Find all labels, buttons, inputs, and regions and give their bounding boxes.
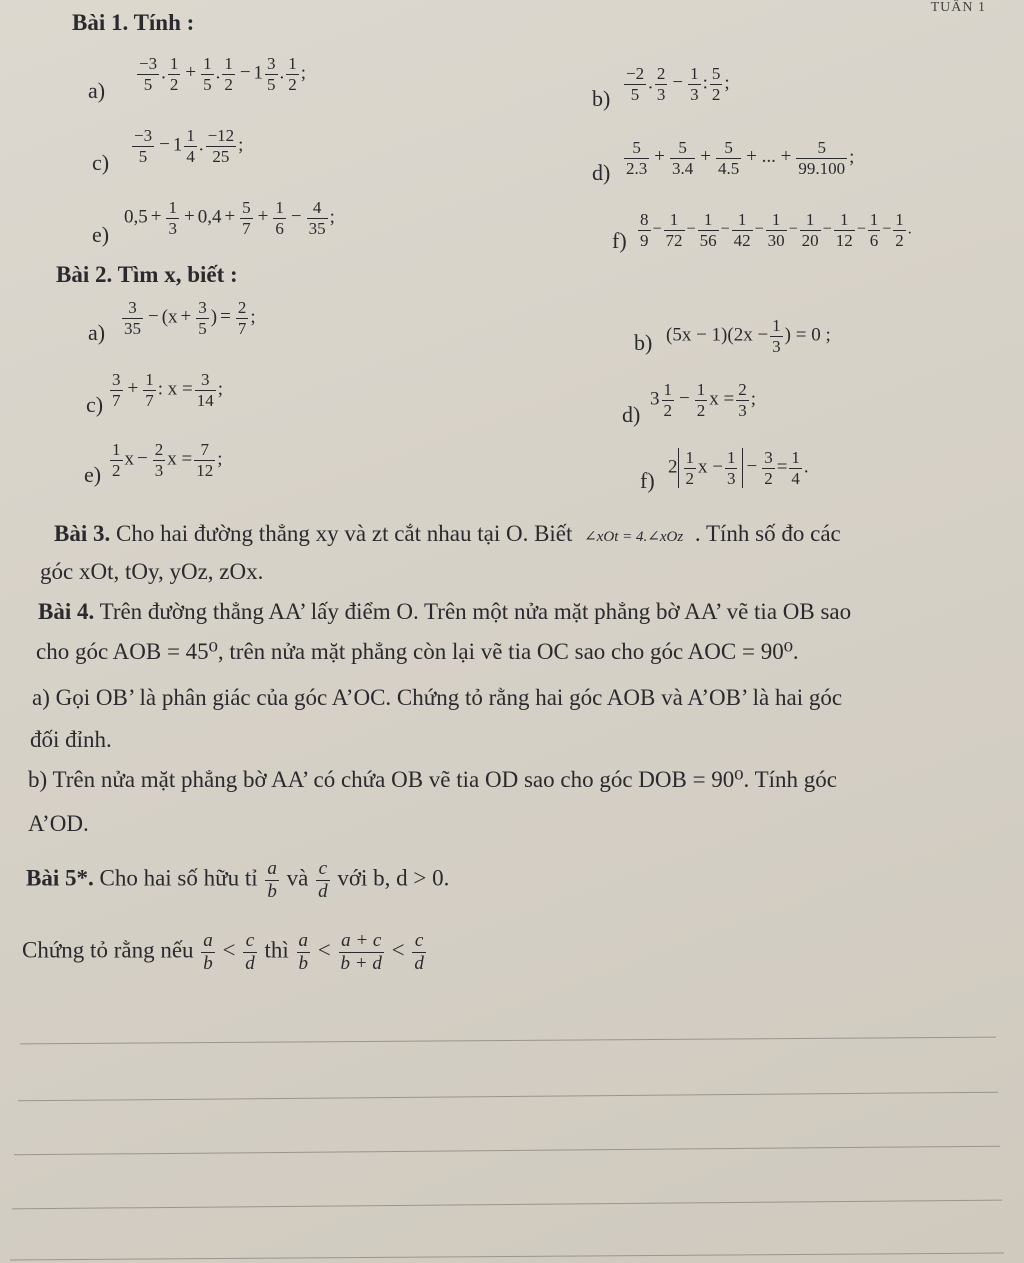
bai4-line5: b) Trên nửa mặt phẳng bờ AA’ có chứa OB vẽ tia OD sao cho góc DOB = 90⁰. Tính góc [28,767,838,792]
bai4-line6: A’OD. [28,811,89,836]
bai3-line2: góc xOt, tOy, yOz, zOx. [40,559,264,584]
bai1-a-expr: $\frac{-3}{5}$ . $\frac{1}{2}$ + $\frac{1}{5}$ . $\frac{1}{2}$ − 1 $\frac{3}{5}$ . $\frac{1}{2}$ ; [139,54,307,94]
bai2-a-label: a) [88,320,106,345]
bai3-condition: ∠xOt = 4.∠xOz [584,529,684,545]
bai2-title: Bài 2. Tìm x, biết : [56,262,238,287]
bai2-f-label: f) [640,468,655,493]
bai4-line3: a) Gọi OB’ là phân giác của góc A’OC. Chứng tỏ rằng hai góc AOB và A’OB’ là hai góc [32,685,843,710]
bai2-c-label: c) [86,392,104,417]
answer-line [14,1146,1000,1156]
answer-line [20,1037,996,1045]
bai2-c-expr: $\frac{3}{7}$ + $\frac{1}{7}$ : x = $\frac{3}{14}$ ; [112,370,223,410]
bai5-line1: Bài 5*. Cho hai số hữu tỉ $\frac{a}{b}$ và $\frac{c}{d}$ với b, d > 0. [26,858,450,902]
bai3-text1: Cho hai đường thẳng xy và zt cắt nhau tại O. Biết [115,521,573,546]
bai2-e-label: e) [84,462,102,487]
bai4-text1: Trên đường thẳng AA’ lấy điểm O. Trên một nửa mặt phẳng bờ AA’ vẽ tia OB sao [99,599,852,624]
bai1-e-expr: 0,5 + $\frac{1}{3}$ + 0,4 + $\frac{5}{7}$ + $\frac{1}{6}$ − $\frac{4}{35}$ ; [124,198,335,238]
bai4-line1 [38,594,851,630]
bai1-f-label: f) [612,228,627,253]
bai1-d-expr: $\frac{5}{2.3}$ + $\frac{5}{3.4}$ + $\frac{5}{4.5}$ + ... + $\frac{5}{99.100}$ ; [626,138,855,178]
bai3-text2: . Tính số đo các [694,521,841,546]
bai2-e-expr: $\frac{1}{2}$ x − $\frac{2}{3}$ x = $\frac{7}{12}$ ; [112,440,223,480]
bai3-title: Bài 3. [54,521,111,546]
bai2-a-expr: $\frac{3}{35}$ − (x + $\frac{3}{5}$ ) = $\frac{2}{7}$ ; [124,298,256,338]
bai5-text1b: và [286,865,309,891]
bai5-title: Bài 5*. [26,865,94,891]
bai2-b-label: b) [634,330,653,355]
bai4-line4: đối đỉnh. [30,727,112,752]
answer-line [12,1200,1002,1210]
bai1-d-label: d) [592,160,611,185]
bai4-title: Bài 4. [38,599,95,624]
bai2-f-expr: 2 $\frac{1}{2}$ x − $\frac{1}{3}$ − $\frac{3}{2}$ = $\frac{1}{4}$ . [668,448,809,488]
bai1-f-expr: $\frac{8}{9}$ − $\frac{1}{72}$ − $\frac{1}{56}$ − $\frac{1}{42}$ − $\frac{1}{30}$ − $\frac{1}{20}$ − $\frac{1}{12}$ − $\frac{1}{6}$ − $\frac{1}{2}$ . [640,210,912,250]
answer-line [10,1253,1004,1261]
bai5-text1c: với b, d > 0. [337,865,450,891]
bai1-a-label: a) [88,78,106,103]
bai1-e-label: e) [92,222,110,247]
bai5-text2a: Chứng tỏ rằng nếu [22,937,194,963]
bai1-c-label: c) [92,150,110,175]
bai1-b-label: b) [592,86,611,111]
bai2-d-expr: 3 $\frac{1}{2}$ − $\frac{1}{2}$ x = $\frac{2}{3}$ ; [650,380,756,420]
bai5-text2b: thì [264,937,289,963]
bai3-line1 [54,516,841,552]
bai1-title: Bài 1. Tính : [72,10,195,35]
bai4-line2: cho góc AOB = 45⁰, trên nửa mặt phẳng còn lại vẽ tia OC sao cho góc AOC = 90⁰. [36,639,799,664]
bai1-c-expr: $\frac{-3}{5}$ − 1 $\frac{1}{4}$ . $\frac{-12}{25}$ ; [134,126,244,166]
answer-line [18,1092,998,1102]
bai2-b-expr: (5x − 1)(2x − $\frac{1}{3}$ ) = 0 ; [666,316,831,356]
bai1-b-expr: $\frac{-2}{5}$ . $\frac{2}{3}$ − $\frac{1}{3}$ : $\frac{5}{2}$ ; [626,64,730,104]
bai5-text1a: Cho hai số hữu tỉ [99,865,258,891]
bai2-d-label: d) [622,402,641,427]
corner-tag: TUẦN 1 [930,0,986,15]
bai5-line2: Chứng tỏ rằng nếu $\frac{a}{b}$ < $\frac{c}{d}$ thì $\frac{a}{b}$ < $\frac{a + c}{b + d}$ < $\frac{c}{d}$ [22,930,424,974]
